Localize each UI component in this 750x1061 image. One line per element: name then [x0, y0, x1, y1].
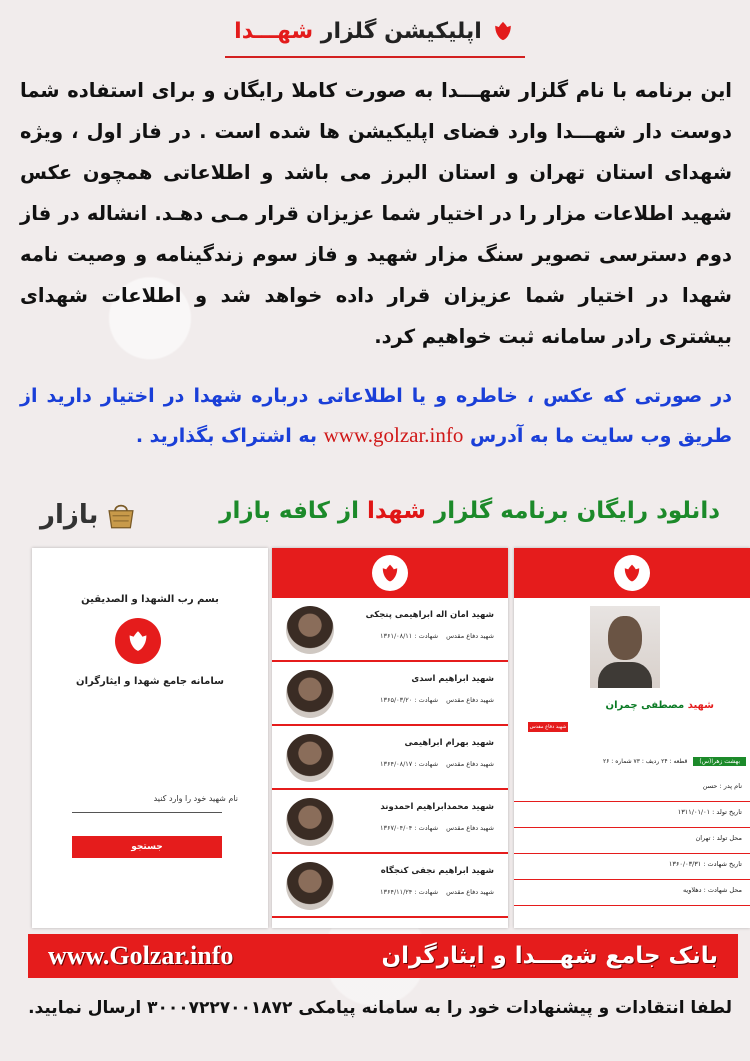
bottom-banner — [28, 934, 738, 978]
app-logo — [115, 618, 161, 664]
martyr-meta — [380, 696, 494, 704]
download-text-after: از کافه بازار — [219, 498, 368, 524]
martyr-photo — [286, 798, 334, 846]
martyr-photo — [286, 734, 334, 782]
promo-paragraph — [20, 377, 732, 456]
download-text — [219, 498, 720, 524]
title-highlight: شهـــدا — [234, 18, 314, 44]
app-screen-detail — [514, 548, 750, 928]
bazaar-store-badge[interactable] — [40, 500, 138, 530]
martyr-fields — [514, 776, 750, 906]
tulip-logo-icon — [620, 561, 644, 585]
portrait-body — [598, 662, 652, 688]
martyr-meta — [380, 888, 494, 896]
tulip-logo-icon — [378, 561, 402, 585]
footer-text: لطفا انتقادات و پیشنهادات خود را به سامانه پیامکی ۳۰۰۰۷۲۲۷۰۰۱۸۷۲ ارسال نمایید. — [28, 998, 732, 1018]
martyr-category: شهید دفاع مقدس — [446, 824, 494, 832]
page-title — [234, 19, 482, 44]
field-birth-place: محل تولد : تهران — [514, 828, 750, 854]
list-item[interactable] — [272, 598, 508, 662]
grave-info — [518, 754, 746, 768]
martyr-name: شهید ابراهیم اسدی — [411, 674, 494, 684]
app-header — [514, 548, 750, 598]
martyr-search-label: نام شهید خود را وارد کنید — [153, 794, 238, 803]
martyr-name — [606, 700, 714, 711]
martyr-portrait — [590, 606, 660, 688]
martyr-date: شهادت : ۱۳۶۷/۰۴/۰۴ — [379, 824, 439, 832]
promo-text-after: به اشتراک بگذارید . — [135, 425, 324, 447]
intro-paragraph: این برنامه با نام گلزار شهـــدا به صورت کاملا رایگان و برای استفاده شما دوست دار شهـــدا وارد فضای اپلیکیشن ها شده است . در فاز اول ، ویژه شهدای استان تهران و استان البرز می باشد و اطلاعاتی همچون عکس شهید اطلاعات مزار را در اختیار شما عزیزان قرار مـی دهـد. انشاله در فاز دوم دسترسی تصویر سنگ مزار شهید و فاز سوم زندگینامه و وصیت نامه شهدا در اختیار شما عزیزان قرار داده خواهد شد و اطلاعات شهدای بیشتری رادر سامانه ثبت خواهیم کرد. — [20, 79, 732, 348]
download-text-before: دانلود رایگان برنامه گلزار — [426, 498, 720, 524]
martyr-list — [272, 598, 508, 918]
app-screen-search — [32, 548, 268, 928]
banner-title: بانک جامع شهـــدا و ایثارگران — [381, 943, 718, 969]
field-father-name: نام پدر : حسن — [514, 776, 750, 802]
martyr-photo — [286, 670, 334, 718]
martyr-category: شهید دفاع مقدس — [446, 632, 494, 640]
martyr-date: شهادت : ۱۳۶۴/۱۱/۲۴ — [379, 888, 439, 896]
martyr-category: شهید دفاع مقدس — [446, 696, 494, 704]
search-button[interactable]: جستجو — [72, 836, 222, 858]
shopping-bag-icon — [104, 500, 138, 530]
martyr-date: شهادت : ۱۳۶۴/۰۸/۱۷ — [379, 760, 439, 768]
martyr-search-input[interactable] — [72, 812, 222, 813]
martyr-photo — [286, 606, 334, 654]
bism-text: بسم رب الشهدا و الصدیقین — [81, 594, 219, 605]
martyr-name: شهید محمدابراهیم احمدوند — [380, 802, 494, 812]
page-header — [0, 18, 750, 44]
martyr-meta — [380, 760, 494, 768]
tulip-logo-icon — [124, 627, 152, 655]
field-martyrdom-place: محل شهادت : دهلاویه — [514, 880, 750, 906]
list-item[interactable] — [272, 662, 508, 726]
promo-site-link[interactable]: www.golzar.info — [323, 423, 464, 447]
martyr-photo — [286, 862, 334, 910]
martyr-category: شهید دفاع مقدس — [446, 888, 494, 896]
banner-site-link[interactable]: www.Golzar.info — [48, 941, 234, 970]
bazaar-store-name: بازار — [40, 500, 99, 530]
title-underline — [225, 56, 525, 58]
field-martyrdom-date: تاریخ شهادت : ۱۳۶۰/۰۳/۳۱ — [514, 854, 750, 880]
martyr-category: شهید دفاع مقدس — [446, 760, 494, 768]
martyr-meta — [380, 632, 494, 640]
list-item[interactable] — [272, 854, 508, 918]
promo-text-before: در صورتی که عکس ، خاطره و یا اطلاعاتی درباره شهدا در اختیار دارید از طریق وب سایت ما به آدرس — [20, 385, 732, 447]
list-item[interactable] — [272, 790, 508, 854]
title-prefix: اپلیکیشن گلزار — [313, 18, 482, 44]
app-logo — [372, 555, 408, 591]
system-title: سامانه جامع شهدا و ایثارگران — [76, 676, 224, 687]
martyr-date: شهادت : ۱۳۶۵/۰۳/۲۰ — [379, 696, 439, 704]
field-birth-date: تاریخ تولد : ۱۳۱۱/۰۱/۰۱ — [514, 802, 750, 828]
grave-location: قطعه : ۲۴ ردیف : ۷۳ شماره : ۲۶ — [602, 757, 688, 765]
martyr-name-prefix: شهید — [684, 700, 714, 711]
martyr-name-text: مصطفی چمران — [605, 700, 685, 711]
martyr-name: شهید امان اله ابراهیمی پنجکی — [365, 610, 494, 620]
martyr-name: شهید ابراهیم نجفی کنجگاه — [380, 866, 494, 876]
app-header — [272, 548, 508, 598]
app-screen-list — [272, 548, 508, 928]
app-logo — [614, 555, 650, 591]
list-item[interactable] — [272, 726, 508, 790]
download-highlight: شهدا — [367, 498, 427, 524]
martyr-meta — [380, 824, 494, 832]
tulip-logo-icon — [490, 18, 516, 44]
portrait-head — [608, 616, 642, 660]
cemetery-badge: بهشت زهرا(س) — [693, 757, 746, 766]
martyr-name: شهید بهرام ابراهیمی — [404, 738, 494, 748]
martyr-category-tag: شهید دفاع مقدس — [529, 724, 567, 730]
martyr-date: شهادت : ۱۳۶۱/۰۸/۱۱ — [379, 632, 439, 640]
